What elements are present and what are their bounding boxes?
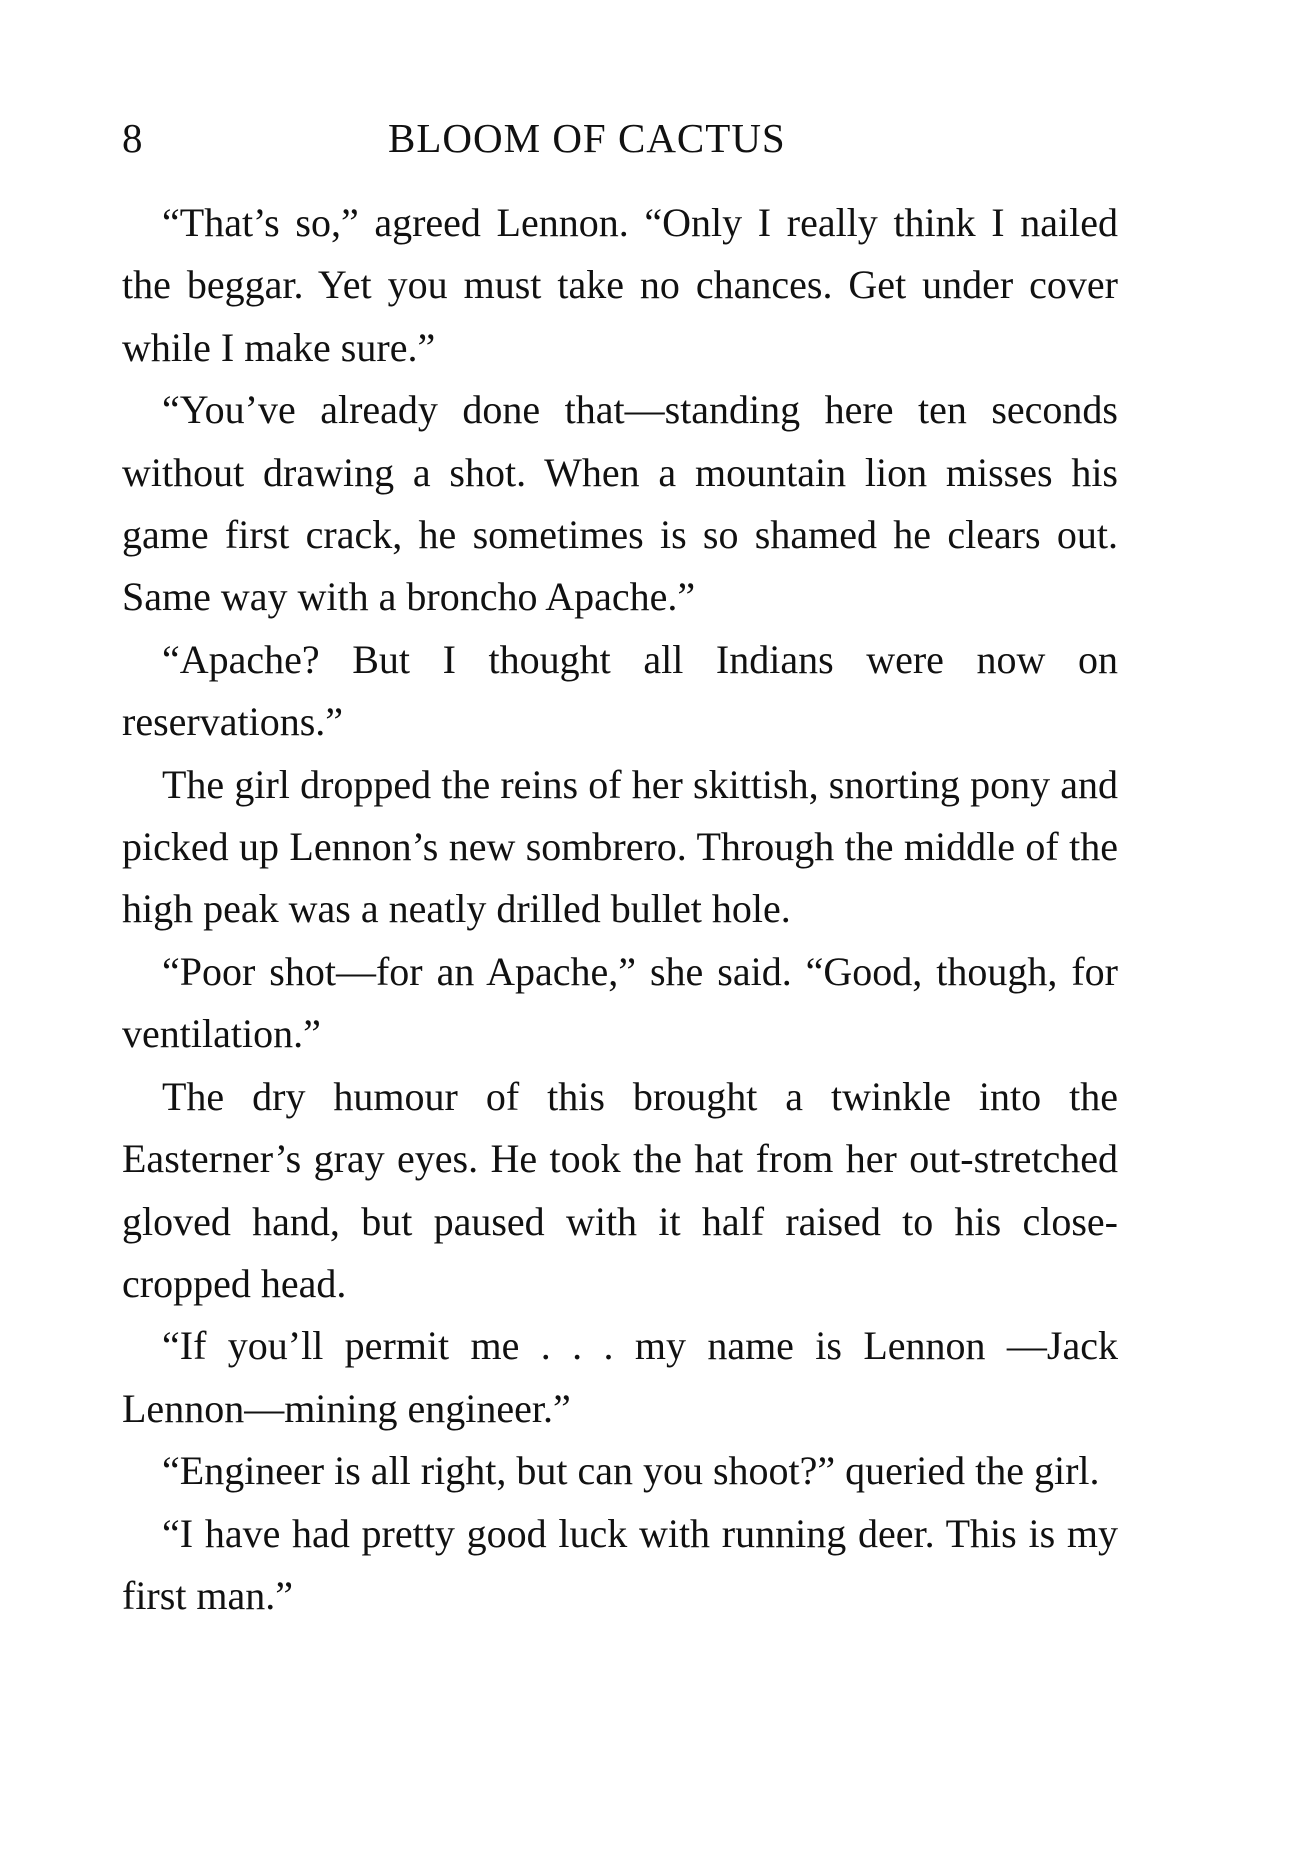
body-text	[122, 192, 1118, 1627]
running-head	[122, 112, 1122, 164]
paragraph: “Poor shot—for an Apache,” she said. “Good, though, for ventilation.”	[122, 948, 1118, 1057]
paragraph: The dry humour of this brought a twinkle into the Easterner’s gray eyes. He took the hat from her out-stretched gloved hand, but paused with it half raised to his close-cropped head.	[122, 1073, 1118, 1306]
paragraph: “That’s so,” agreed Lennon. “Only I really think I nailed the beggar. Yet you must take no chances. Get under cover while I make sure.”	[122, 200, 1118, 370]
paragraph: “If you’ll permit me . . . my name is Lennon —Jack Lennon—mining engineer.”	[122, 1323, 1118, 1431]
paragraph: “You’ve already done that—standing here ten seconds without drawing a shot. When a mountain lion misses his game first crack, he sometimes is so shamed he clears out. Same way with a broncho Apache.”	[122, 387, 1118, 620]
paragraph: The girl dropped the reins of her skittish, snorting pony and picked up Lennon’s new sombrero. Through the middle of the high peak was a neatly drilled bullet hole.	[122, 761, 1118, 932]
page-number: 8	[122, 115, 143, 161]
paragraph: “I have had pretty good luck with running deer. This is my first man.”	[122, 1510, 1118, 1618]
book-title: BLOOM OF CACTUS	[388, 115, 786, 161]
paragraph: “Engineer is all right, but can you shoot?” queried the girl.	[162, 1448, 1100, 1494]
paragraph: “Apache? But I thought all Indians were now on reservations.”	[122, 636, 1118, 745]
